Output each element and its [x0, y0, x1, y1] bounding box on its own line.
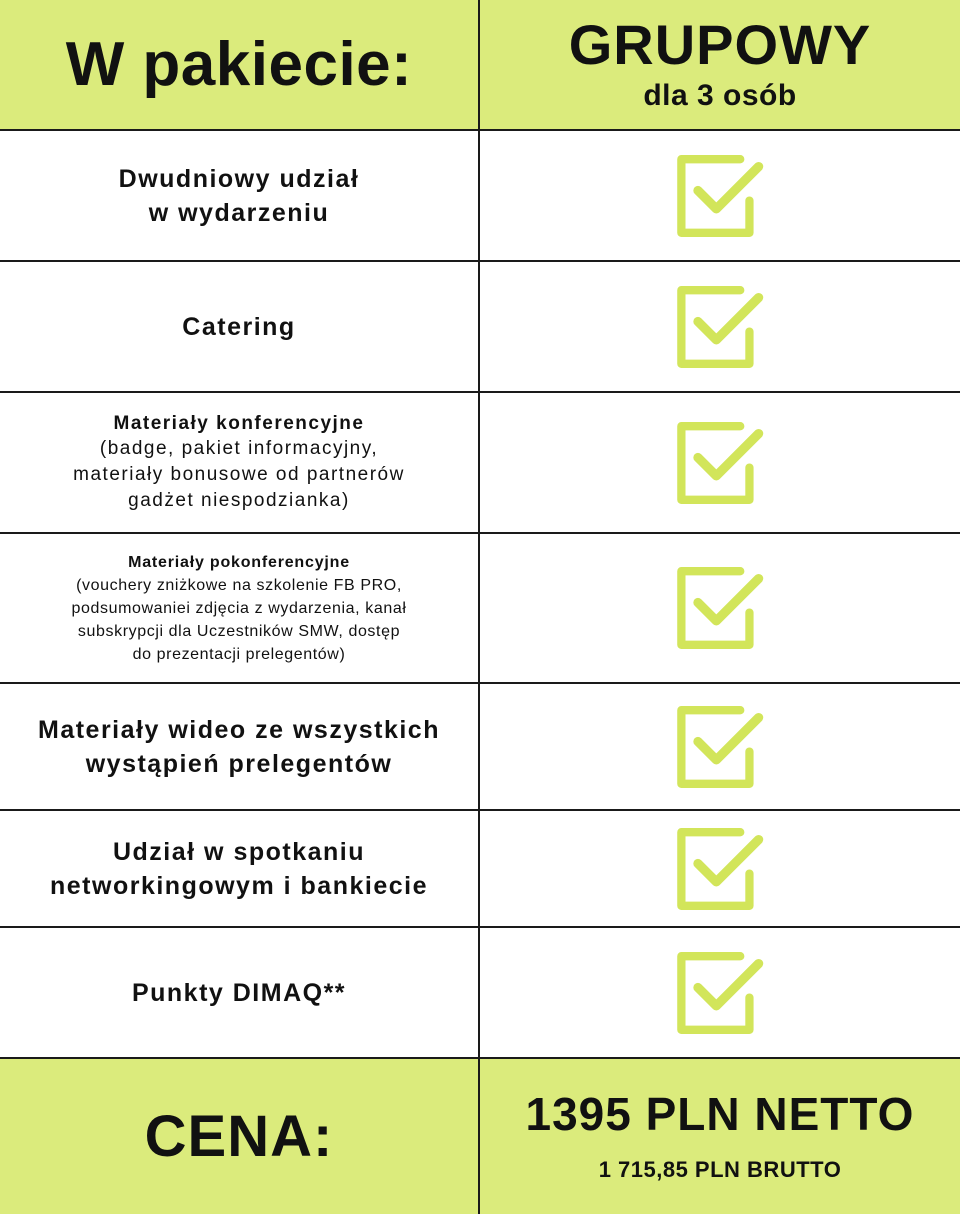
feature-check-catering	[480, 262, 960, 393]
feature-title: Materiały pokonferencyjne	[128, 553, 350, 571]
feature-line: wystąpień prelegentów	[85, 749, 393, 778]
checkbox-check-icon	[674, 281, 766, 373]
feature-label-conference-materials	[0, 393, 480, 534]
feature-label-catering	[0, 262, 480, 393]
feature-check-two-day	[480, 131, 960, 262]
feature-check-networking	[480, 811, 960, 928]
feature-line: networkingowym i bankiecie	[50, 871, 428, 900]
feature-line: Dwudniowy udział	[118, 164, 360, 193]
feature-label-post-conference	[0, 534, 480, 684]
header-left-title	[0, 0, 480, 131]
feature-line: Udział w spotkaniu	[112, 837, 366, 866]
feature-line: (badge, pakiet informacyjny,	[99, 437, 379, 459]
header-plan	[480, 0, 960, 131]
feature-line: gadżet niespodzianka)	[128, 489, 350, 511]
price-label-cell	[0, 1059, 480, 1214]
feature-check-post-conference	[480, 534, 960, 684]
checkbox-check-icon	[674, 701, 766, 793]
checkbox-check-icon	[674, 150, 766, 242]
price-label: CENA:	[144, 1104, 334, 1169]
feature-check-dimaq	[480, 928, 960, 1059]
checkbox-check-icon	[674, 947, 766, 1039]
feature-line: subskrypcji dla Uczestników SMW, dostęp	[77, 622, 401, 640]
feature-line: w wydarzeniu	[148, 198, 330, 227]
feature-line: Catering	[182, 312, 296, 341]
package-heading: W pakiecie:	[65, 30, 413, 99]
feature-check-conference-materials	[480, 393, 960, 534]
feature-label-video	[0, 684, 480, 811]
feature-line: Punkty DIMAQ**	[131, 978, 347, 1007]
feature-label-two-day	[0, 131, 480, 262]
plan-subtitle: dla 3 osób	[643, 78, 797, 112]
feature-line: materiały bonusowe od partnerów	[73, 463, 405, 485]
feature-line: (vouchery zniżkowe na szkolenie FB PRO,	[76, 576, 402, 594]
price-brutto: 1 715,85 PLN BRUTTO	[598, 1156, 842, 1182]
checkbox-check-icon	[674, 823, 766, 915]
price-netto: 1395 PLN NETTO	[525, 1087, 915, 1140]
checkbox-check-icon	[674, 417, 766, 509]
plan-name: GRUPOWY	[568, 12, 872, 76]
feature-line: podsumowaniei zdjęcia z wydarzenia, kanał	[71, 599, 407, 617]
feature-label-networking	[0, 811, 480, 928]
feature-title: Materiały konferencyjne	[113, 412, 365, 434]
feature-check-video	[480, 684, 960, 811]
checkbox-check-icon	[674, 562, 766, 654]
feature-line: Materiały wideo ze wszystkich	[38, 715, 440, 744]
price-values-cell	[480, 1059, 960, 1214]
feature-line: do prezentacji prelegentów)	[132, 645, 346, 663]
feature-label-dimaq	[0, 928, 480, 1059]
